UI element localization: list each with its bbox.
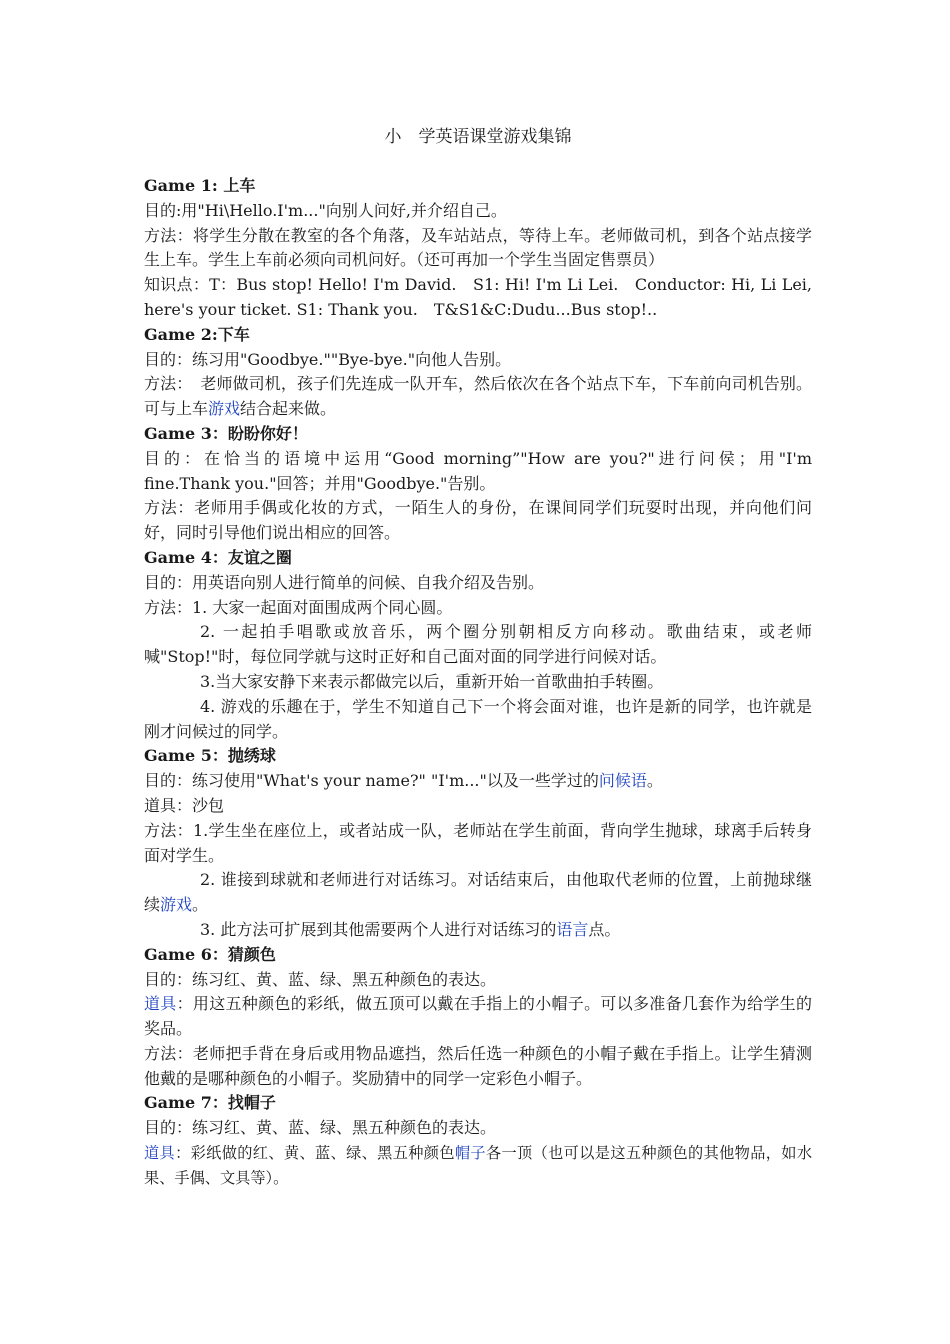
game5-step3	[144, 918, 812, 943]
game6-method: 方法：老师把手背在身后或用物品遮挡，然后任选一种颜色的小帽子戴在手指上。让学生猜测他戴的是哪种颜色的小帽子。奖励猜中的同学一定彩色小帽子。	[144, 1043, 812, 1088]
game6-prop	[144, 992, 812, 1042]
game5-prop: 道具：沙包	[144, 795, 225, 815]
game3-heading: Game 3：盼盼你好！	[144, 423, 308, 443]
game-link[interactable]: 游戏	[160, 895, 193, 915]
game1-knowledge: 知识点：T：Bus stop! Hello! I'm David. S1: Hi! I'm Li Lei. Conductor: Hi, Li Lei, here's your ticket. S1: Thank you. T&S1&C:Dudu...Bus stop!..	[144, 275, 812, 319]
game5-goal-text-end: 。	[646, 771, 663, 791]
game7-goal: 目的：练习红、黄、蓝、绿、黑五种颜色的表达。	[144, 1118, 497, 1138]
game5-step3-text-end: 点。	[588, 919, 621, 939]
game5-step2	[144, 868, 812, 918]
game7-prop-text-end: 各一顶（也可以是这五种颜色的其他物品，如水果、手偶、文具等）。	[144, 1144, 813, 1187]
hat-link[interactable]: 帽子	[454, 1144, 486, 1163]
game7-prop-text: ：彩纸做的红、黄、蓝、绿、黑五种颜色	[175, 1144, 455, 1163]
game2-heading: Game 2:下车	[144, 324, 250, 344]
game4-goal: 目的：用英语向别人进行简单的问候、自我介绍及告别。	[144, 572, 545, 592]
game1-method: 方法：将学生分散在教室的各个角落，及车站站点，等待上车。老师做司机，到各个站点接学生上车。学生上车前必须向司机问好。（还可再加一个学生当固定售票员）	[144, 225, 812, 270]
game4-step4: 4. 游戏的乐趣在于，学生不知道自己下一个将会面对谁，也许是新的同学，也许就是刚才问候过的同学。	[144, 696, 812, 741]
game-link[interactable]: 游戏	[208, 399, 241, 419]
game4-step3: 3.当大家安静下来表示都做完以后，重新开始一首歌曲拍手转圈。	[200, 671, 664, 691]
game5-step3-text: 3. 此方法可扩展到其他需要两个人进行对话练习的	[200, 919, 557, 939]
game4-step2: 2. 一起拍手唱歌或放音乐，两个圈分别朝相反方向移动。歌曲结束，或老师喊"Stop!"时，每位同学就与这时正好和自己面对面的同学进行问候对话。	[144, 622, 812, 667]
greeting-link[interactable]: 问候语	[598, 771, 647, 791]
document-title: 小 学英语课堂游戏集锦	[384, 127, 572, 147]
game6-heading: Game 6：猜颜色	[144, 944, 276, 964]
game6-goal: 目的：练习红、黄、蓝、绿、黑五种颜色的表达。	[144, 969, 497, 989]
language-link[interactable]: 语言	[556, 919, 589, 939]
game3-goal: 目的：在恰当的语境中运用“Good morning”"How are you?"进行问侯；用"I'm fine.Thank you."回答；并用"Goodbye."告别。	[144, 448, 812, 493]
game6-prop-text: ：用这五种颜色的彩纸，做五顶可以戴在手指上的小帽子。可以多准备几套作为给学生的奖品。	[144, 994, 812, 1039]
game1-heading: Game 1: 上车	[144, 176, 256, 195]
game7-prop	[144, 1141, 812, 1191]
game5-goal-text: 目的：练习使用"What's your name?" "I'm..."以及一些学过的	[144, 771, 599, 791]
game5-step2-text: 2. 谁接到球就和老师进行对话练习。对话结束后，由他取代老师的位置，上前抛球继续	[144, 870, 812, 915]
prop-link[interactable]: 道具	[144, 1144, 176, 1163]
game4-step1: 方法：1. 大家一起面对面围成两个同心圆。	[144, 597, 453, 617]
prop-link[interactable]: 道具	[144, 994, 177, 1014]
game2-method-text: 方法： 老师做司机，孩子们先连成一队开车，然后依次在各个站点下车，下车前向司机告别。可与上车	[144, 374, 812, 419]
game2-goal: 目的：练习用"Goodbye.""Bye-bye."向他人告别。	[144, 349, 512, 369]
document-page	[144, 125, 812, 1191]
game5-step2-text-end: 。	[192, 895, 209, 915]
game2-method-text-end: 结合起来做。	[240, 399, 337, 419]
game3-method: 方法：老师用手偶或化妆的方式，一陌生人的身份，在课间同学们玩耍时出现，并向他们问好，同时引导他们说出相应的回答。	[144, 498, 812, 543]
game4-heading: Game 4：友谊之圈	[144, 547, 292, 567]
game7-heading: Game 7：找帽子	[144, 1093, 276, 1113]
game5-goal	[144, 769, 812, 794]
game2-method	[144, 372, 812, 422]
game1-goal: 目的:用"Hi\Hello.I'm..."向别人问好,并介绍自己。	[144, 200, 507, 220]
game5-heading: Game 5：抛绣球	[144, 746, 276, 766]
game5-step1: 方法：1.学生坐在座位上，或者站成一队，老师站在学生前面，背向学生抛球，球离手后转身面对学生。	[144, 820, 812, 865]
